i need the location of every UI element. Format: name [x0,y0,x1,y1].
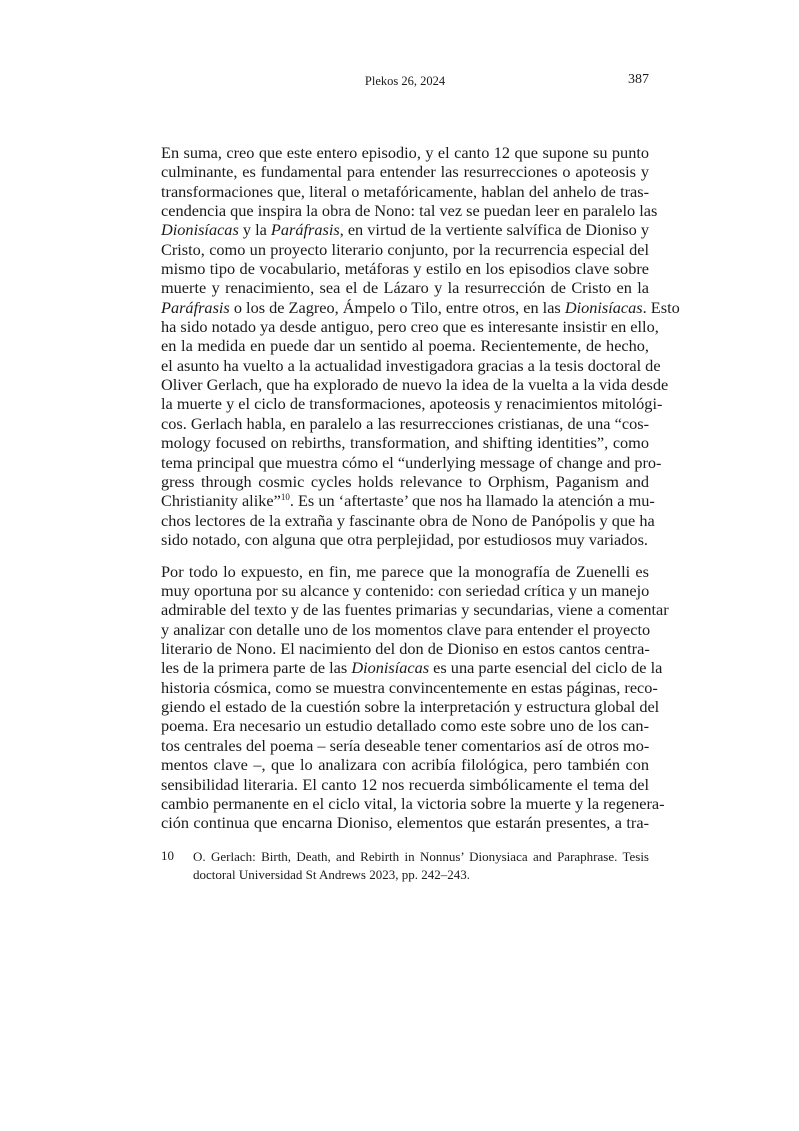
italic-title: Paráfrasis [161,297,230,317]
text-run: o los de Zagreo, Ámpelo o Tilo, entre otros, en las [229,297,565,317]
footnote-line: O. Gerlach: Birth, Death, and Rebirth in Nonnus’ Dionysiaca and Paraphrase. Tesis [193,849,649,864]
italic-title: Paráfrasis [270,220,340,240]
text-run: en la medida en puede dar un sentido al poema. Recientemente, de hecho, [161,336,649,356]
text-line [161,755,649,774]
text-line [161,620,649,639]
text-line [161,433,649,452]
text-line [161,297,680,317]
text-line [161,775,649,794]
text-line [161,793,665,813]
text-run: mology focused on rebirths, transformation, and shifting identities”, como [161,433,649,453]
text-line [161,491,655,511]
text-line [161,240,649,259]
text-line [161,220,649,239]
text-run: muerte y renacimiento, sea el de Lázaro y la resurrección de Cristo en la [161,278,649,298]
text-line [161,336,649,355]
text-line [161,510,655,530]
text-run: cos. Gerlach habla, en paralelo a las resurrecciones cristianas, de una “cos- [161,413,649,433]
text-line [161,162,649,181]
text-run: Oliver Gerlach, que ha explorado de nuevo la idea de la vuelta a la vida desde [161,375,669,395]
text-run: tos centrales del poema – sería deseable tener comentarios así de otros mo- [161,735,650,755]
footnote-line: doctoral Universidad St Andrews 2023, pp. 242–243. [193,867,470,882]
text-run: la muerte y el ciclo de transformaciones, apoteosis y renacimientos mitológi- [161,394,663,414]
text-run: y la [238,220,271,240]
text-run: literario de Nono. El nacimiento del don de Dioniso en estos cantos centra- [161,639,650,659]
text-line [161,530,649,549]
text-run: mentos clave –, que lo analizara con acribía filológica, pero también con [161,755,649,775]
text-run: Por todo lo expuesto, en fin, me parece que la monografía de Zuenelli es [161,561,649,581]
text-line [161,375,669,395]
paragraph [161,143,680,549]
text-line [161,813,649,832]
text-run: sido notado, con alguna que otra perplejidad, por estudiosos muy variados. [161,529,648,549]
text-run: es una parte esencial del ciclo de la [429,658,663,678]
text-line [161,677,658,697]
text-line [161,182,649,201]
text-line [161,562,649,581]
text-run: mismo tipo de vocabulario, metáforas y estilo en los episodios clave sobre [161,259,649,279]
text-run: transformaciones que, literal o metafóricamente, hablan del anhelo de tras- [161,181,649,201]
text-line [161,201,658,221]
text-line [161,658,663,678]
footnote-number: 10 [161,848,174,863]
text-line [161,143,649,162]
italic-title: Dionisíacas [161,220,239,240]
text-run: tema principal que muestra cómo el “underlying message of change and pro- [161,452,662,472]
text-run: poema. Era necesario un estudio detallado como este sobre uno de los can- [161,716,649,736]
text-run: chos lectores de la extraña y fascinante obra de Nono de Panópolis y que ha [161,510,655,530]
journal-title: Plekos 26, 2024 [364,74,446,88]
text-line [161,259,649,278]
page-number: 387 [628,72,649,87]
text-run: gress through cosmic cycles holds relevance to Orphism, Paganism and [161,471,649,491]
text-line [161,600,669,620]
text-run: culminante, es fundamental para entender las resurrecciones o apoteosis y [161,162,649,182]
text-line [161,317,659,337]
text-line [161,472,649,491]
text-run: muy oportuna por su alcance y contenido: con seriedad crítica y un manejo [161,581,650,601]
text-line [161,716,649,735]
text-run: sensibilidad literaria. El canto 12 nos recuerda simbólicamente el tema del [161,774,649,794]
text-run: el asunto ha vuelto a la actualidad investigadora gracias a la tesis doctoral de [161,355,661,375]
footnote-ref: 10 [280,492,290,503]
text-run: En suma, creo que este entero episodio, y el canto 12 que supone su punto [161,143,649,162]
text-line [161,581,649,600]
text-line [161,278,649,297]
text-run: ción continua que encarna Dioniso, elementos que estarán presentes, a tra- [161,813,649,833]
text-run: giendo el estado de la cuestión sobre la interpretación y estructura global del [161,697,660,717]
text-line [161,394,663,414]
text-line [161,355,661,375]
italic-title: Dionisíacas [351,658,430,678]
footnote-text [193,848,649,884]
text-run: Christianity alike” [161,491,281,511]
italic-title: Dionisíacas [564,297,643,317]
text-run: y analizar con detalle uno de los momentos clave para entender el proyecto [161,619,651,639]
text-run: , en virtud de la vertiente salvífica de Dioniso y [339,220,649,240]
text-line [161,736,649,755]
text-run: Cristo, como un proyecto literario conjunto, por la recurrencia especial del [161,239,649,259]
body-text [161,143,680,845]
text-line [161,639,649,658]
text-line [161,452,662,472]
paragraph [161,561,669,833]
text-run: cambio permanente en el ciclo vital, la victoria sobre la muerte y la regenera- [161,793,665,813]
text-run: cendencia que inspira la obra de Nono: tal vez se puedan leer en paralelo las [161,201,658,221]
text-line [161,697,660,717]
text-run: . Esto [642,297,680,317]
text-run: les de la primera parte de las [161,658,352,678]
text-run: admirable del texto y de las fuentes primarias y secundarias, viene a comentar [161,600,669,620]
text-run: ha sido notado ya desde antiguo, pero creo que es interesante insistir en ello, [161,317,659,337]
text-run: . Es un ‘aftertaste’ que nos ha llamado la atención a mu- [289,491,655,511]
text-run: historia cósmica, como se muestra convincentemente en estas páginas, reco- [161,677,658,697]
text-line [161,414,649,433]
